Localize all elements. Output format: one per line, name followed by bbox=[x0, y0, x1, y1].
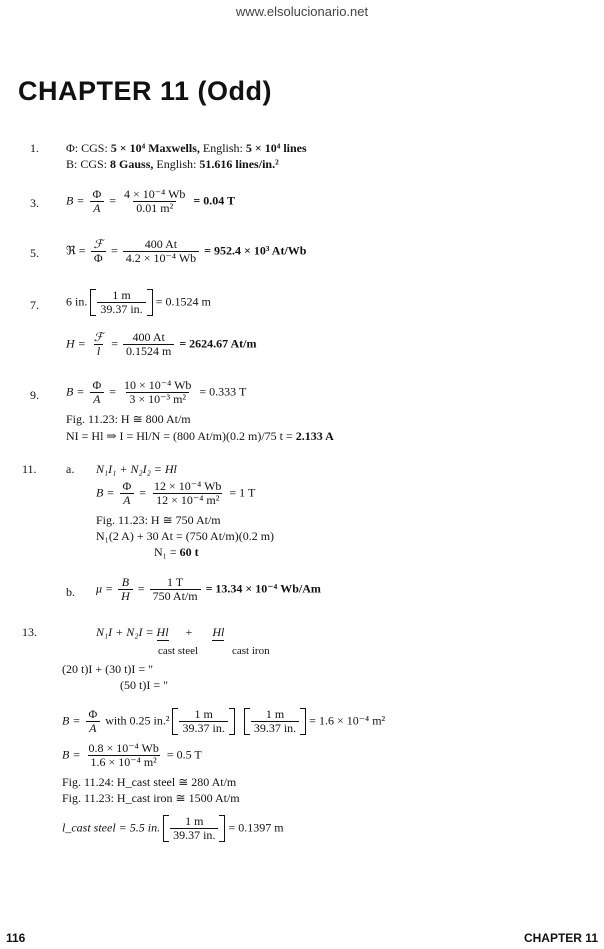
problem-13-fig-11-23: Fig. 11.23: H_cast iron ≅ 1500 At/m bbox=[62, 791, 240, 805]
cast-steel-label: cast steel bbox=[158, 645, 199, 657]
footer-chapter: CHAPTER 11 bbox=[523, 931, 598, 945]
problem-11a-line-1: N₁I₁ + N₂I₂ = Hl bbox=[96, 462, 177, 476]
problem-13-length-equation: l_cast steel = 5.5 in. $\frac{1 m}{39.37 in.}$ = 0.1397 m bbox=[62, 814, 284, 842]
watermark: www.elsolucionario.net bbox=[235, 4, 369, 19]
problem-13-flux-equation: B = $\frac{\text{0.8 × 10⁻⁴ Wb}}{\text{1.6 × 10⁻⁴ m²}}$ = 0.5 T bbox=[62, 741, 202, 769]
problem-7-equation: H = $\frac{\text{ℱ}}{l}$ = $\frac{400 At}{0.1524 m}$ = 2624.67 At/m bbox=[66, 330, 257, 358]
page-number: 116 bbox=[6, 931, 26, 945]
problem-13-line-1: N₁I + N₂I = Hl + Hl bbox=[96, 625, 225, 639]
fraction: $\frac{400 At}{\text{4.2 × 10⁻⁴ Wb}}$ bbox=[123, 238, 199, 265]
bracket: $\frac{1 m}{39.37 in.}$ bbox=[163, 815, 225, 842]
bracket: $\frac{1 m}{39.37 in.}$ bbox=[172, 708, 234, 735]
problem-13-line-2: (20 t)I + (30 t)I = " bbox=[62, 662, 154, 676]
problem-9-equation: B = $\frac{\Phi}{A}$ = $\frac{\text{10 × 10⁻⁴ Wb}}{\text{3 × 10⁻³ m²}}$ = 0.333 T bbox=[66, 378, 247, 406]
fraction: $\frac{B}{H}$ bbox=[118, 576, 133, 603]
cast-iron-label: cast iron bbox=[232, 645, 270, 657]
fraction: $\frac{\Phi}{A}$ bbox=[119, 480, 134, 507]
fraction: $\frac{400 At}{0.1524 m}$ bbox=[123, 331, 174, 358]
fraction: $\frac{\text{0.8 × 10⁻⁴ Wb}}{\text{1.6 × 10⁻⁴ m²}}$ bbox=[88, 741, 159, 769]
problem-number: 13. bbox=[22, 625, 37, 639]
bracket: $\frac{1 m}{39.37 in.}$ bbox=[244, 708, 306, 735]
problem-9-line-3: NI = Hl ⇒ I = Hl/N = (800 At/m)(0.2 m)/75 t = 2.133 A bbox=[66, 429, 334, 443]
part-label: b. bbox=[66, 585, 75, 599]
problem-number: 7. bbox=[30, 298, 39, 312]
problem-5-equation: ℜ = $\frac{\text{ℱ}}{\Phi}$ = $\frac{400 At}{\text{4.2 × 10⁻⁴ Wb}}$ = 952.4 × 10³ At/Wb bbox=[66, 237, 307, 265]
part-label: a. bbox=[66, 462, 75, 476]
problem-3-equation: B = $\frac{\Phi}{A}$ = $\frac{\text{4 × 10⁻⁴ Wb}}{\text{0.01 m²}}$ = 0.04 T bbox=[66, 187, 236, 215]
problem-13-area-equation: B = $\frac{\Phi}{A}$ with 0.25 in.² $\frac{1 m}{39.37 in.}$ $\frac{1 m}{39.37 in.}$ = 1.6 × 10⁻⁴ m² bbox=[62, 707, 386, 735]
problem-11a-equation: B = $\frac{\Phi}{A}$ = $\frac{\text{12 × 10⁻⁴ Wb}}{\text{12 × 10⁻⁴ m²}}$ = 1 T bbox=[96, 479, 256, 507]
problem-number: 5. bbox=[30, 246, 39, 260]
problem-11a-line-3: Fig. 11.23: H ≅ 750 At/m bbox=[96, 513, 221, 527]
problem-11b-equation: μ = $\frac{B}{H}$ = $\frac{1 T}{750 At/m}$ = 13.34 × 10⁻⁴ Wb/Am bbox=[96, 575, 321, 603]
problem-1-line-1: Φ: CGS: 5 × 10⁴ Maxwells, English: 5 × 10⁴ lines bbox=[66, 141, 307, 155]
problem-13-fig-11-24: Fig. 11.24: H_cast steel ≅ 280 At/m bbox=[62, 775, 237, 789]
problem-number: 1. bbox=[30, 141, 39, 155]
chapter-title: CHAPTER 11 (Odd) bbox=[18, 76, 273, 106]
problem-number: 3. bbox=[30, 196, 39, 210]
fraction: $\frac{\Phi}{A}$ bbox=[89, 379, 104, 406]
fraction: $\frac{\text{4 × 10⁻⁴ Wb}}{\text{0.01 m²}}$ bbox=[124, 187, 186, 215]
problem-1-line-2: B: CGS: 8 Gauss, English: 51.616 lines/in.² bbox=[66, 157, 279, 171]
problem-7-conversion: 6 in. $\frac{1 m}{39.37 in.}$ = 0.1524 m bbox=[66, 288, 211, 316]
problem-number: 9. bbox=[30, 388, 39, 402]
fraction: $\frac{\text{ℱ}}{\Phi}$ bbox=[91, 238, 106, 265]
problem-11a-line-5: N₁ = 60 t bbox=[154, 545, 199, 559]
problem-number: 11. bbox=[22, 462, 37, 476]
problem-9-line-2: Fig. 11.23: H ≅ 800 At/m bbox=[66, 412, 191, 426]
fraction: $\frac{\Phi}{A}$ bbox=[89, 188, 104, 215]
problem-11a-line-4: N₁(2 A) + 30 At = (750 At/m)(0.2 m) bbox=[96, 529, 275, 543]
bracket: $\frac{1 m}{39.37 in.}$ bbox=[90, 289, 152, 316]
fraction: $\frac{\Phi}{A}$ bbox=[85, 708, 100, 735]
fraction: $\frac{\text{ℱ}}{l}$ bbox=[93, 330, 104, 358]
fraction: $\frac{\text{12 × 10⁻⁴ Wb}}{\text{12 × 10⁻⁴ m²}}$ bbox=[154, 479, 222, 507]
fraction: $\frac{\text{10 × 10⁻⁴ Wb}}{\text{3 × 10⁻³ m²}}$ bbox=[124, 378, 192, 406]
fraction: $\frac{1 T}{750 At/m}$ bbox=[150, 576, 201, 603]
problem-13-line-3: (50 t)I = " bbox=[120, 678, 168, 692]
